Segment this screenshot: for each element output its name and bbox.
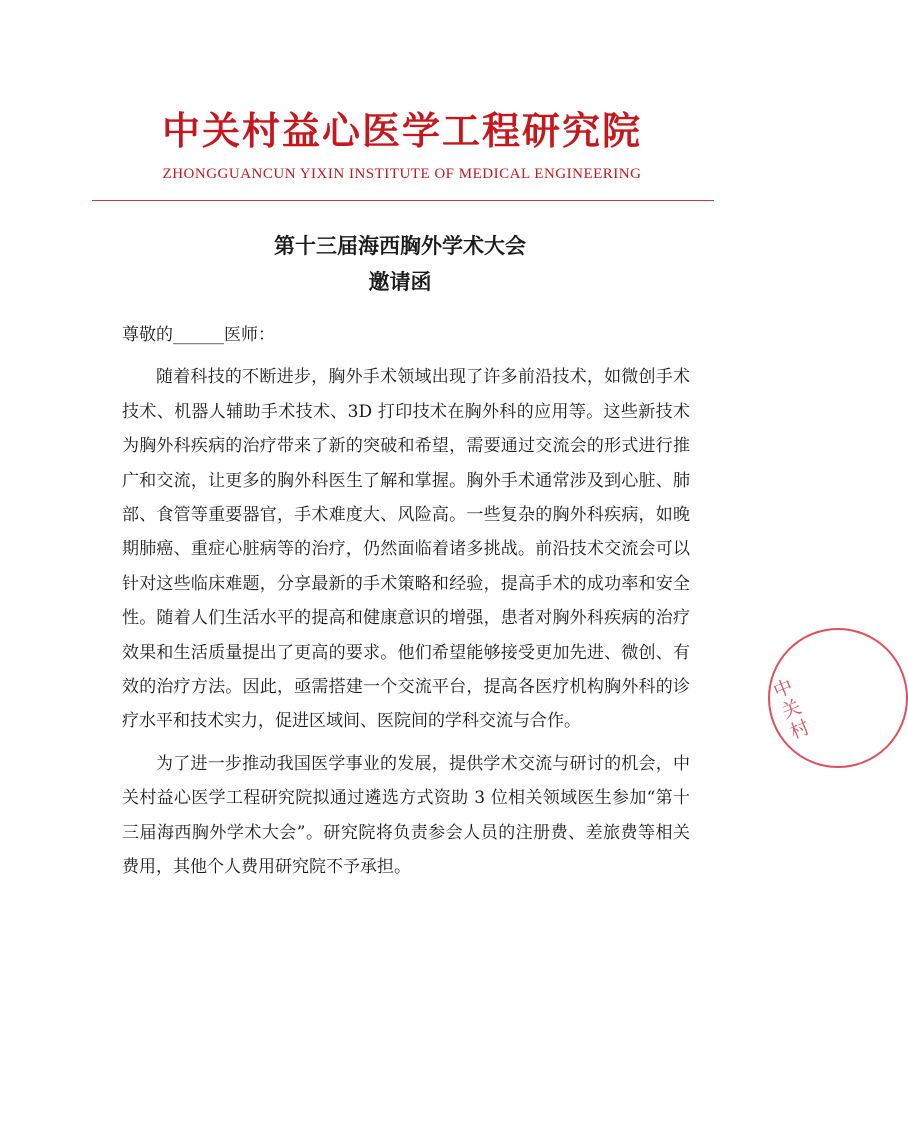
body-paragraph-2: 为了进一步推动我国医学事业的发展，提供学术交流与研讨的机会，中关村益心医学工程研究院拟通过遴选方式资助 3 位相关领域医生参加“第十三届海西胸外学术大会”。研究院将负责参会人员的注册费、差旅费等相关费用，其他个人费用研究院不予承担。 <box>122 753 690 878</box>
salutation: 尊敬的______医师： <box>122 325 275 345</box>
document-title <box>100 228 700 300</box>
invitation-title: 邀请函 <box>368 269 432 294</box>
seal-text: 中关村 <box>770 675 813 744</box>
letterhead-divider <box>92 200 714 201</box>
official-seal-stamp <box>768 628 908 768</box>
letterhead <box>92 108 712 184</box>
conference-title: 第十三届海西胸外学术大会 <box>274 233 526 258</box>
organization-name-chinese: 中关村益心医学工程研究院 <box>161 108 642 153</box>
body-paragraph-1: 随着科技的不断进步，胸外手术领域出现了许多前沿技术，如微创手术技术、机器人辅助手术技术、3D 打印技术在胸外科的应用等。这些新技术为胸外科疾病的治疗带来了新的突破和希望，需要通过交流会的形式进行推广和交流，让更多的胸外科医生了解和掌握。胸外手术通常涉及到心脏、肺部、食管等重要器官，手术难度大、风险高。一些复杂的胸外科疾病，如晚期肺癌、重症心脏病等的治疗，仍然面临着诸多挑战。前沿技术交流会可以针对这些临床难题，分享最新的手术策略和经验，提高手术的成功率和安全性。随着人们生活水平的提高和健康意识的增强，患者对胸外科疾病的治疗效果和生活质量提出了更高的要求。他们希望能够接受更加先进、微创、有效的治疗方法。因此，亟需搭建一个交流平台，提高各医疗机构胸外科的诊疗水平和技术实力，促进区域间、医院间的学科交流与合作。 <box>122 367 690 732</box>
organization-name-english: ZHONGGUANCUN YIXIN INSTITUTE OF MEDICAL ENGINEERING <box>162 166 642 182</box>
letter-body <box>122 318 690 885</box>
